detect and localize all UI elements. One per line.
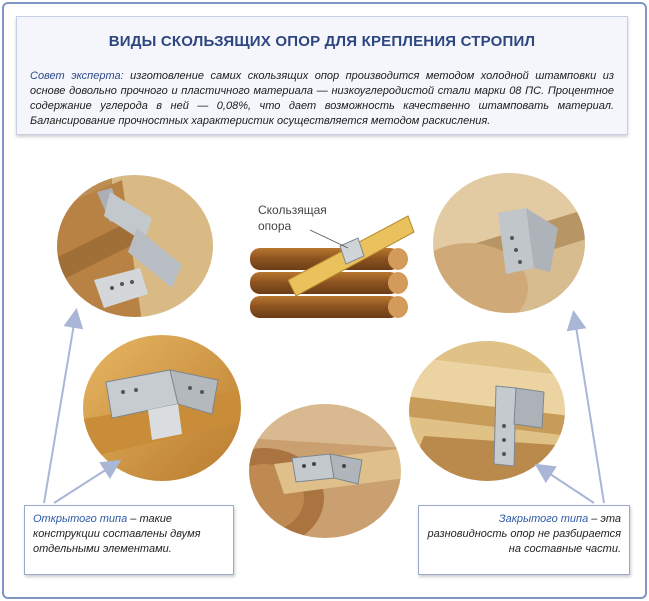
diagram-label-line1: Скользящая <box>258 203 327 217</box>
expert-tip-text: изготовление самих скользящих опор производится методом холодной штамповки из основе довольно прочного и пластичного материала — низкоуглеродистой стали марки 08 ПС. Процентное содержание углерода в ней — 0,08%, что дает возможность качественно штамповать материал. Балансирование прочностных характеристик осуществляется методом раскисления. <box>30 70 614 127</box>
caption-open-type-key: Открытого типа <box>33 513 128 525</box>
page-title: ВИДЫ СКОЛЬЗЯЩИХ ОПОР ДЛЯ КРЕПЛЕНИЯ СТРОПИЛ <box>108 33 536 50</box>
caption-closed-type-key: Закрытого типа <box>498 513 589 525</box>
caption-closed-type <box>418 505 630 575</box>
caption-open-type <box>24 505 234 575</box>
caption-open-type-text: – такие конструкции составлены двумя отдельными элементами. <box>33 513 201 555</box>
caption-closed-type-text: – эта разновидность опор не разбирается на составные части. <box>427 513 621 555</box>
diagram-label-line2: опора <box>258 219 292 233</box>
expert-tip-lead: Совет эксперта: <box>30 70 124 82</box>
